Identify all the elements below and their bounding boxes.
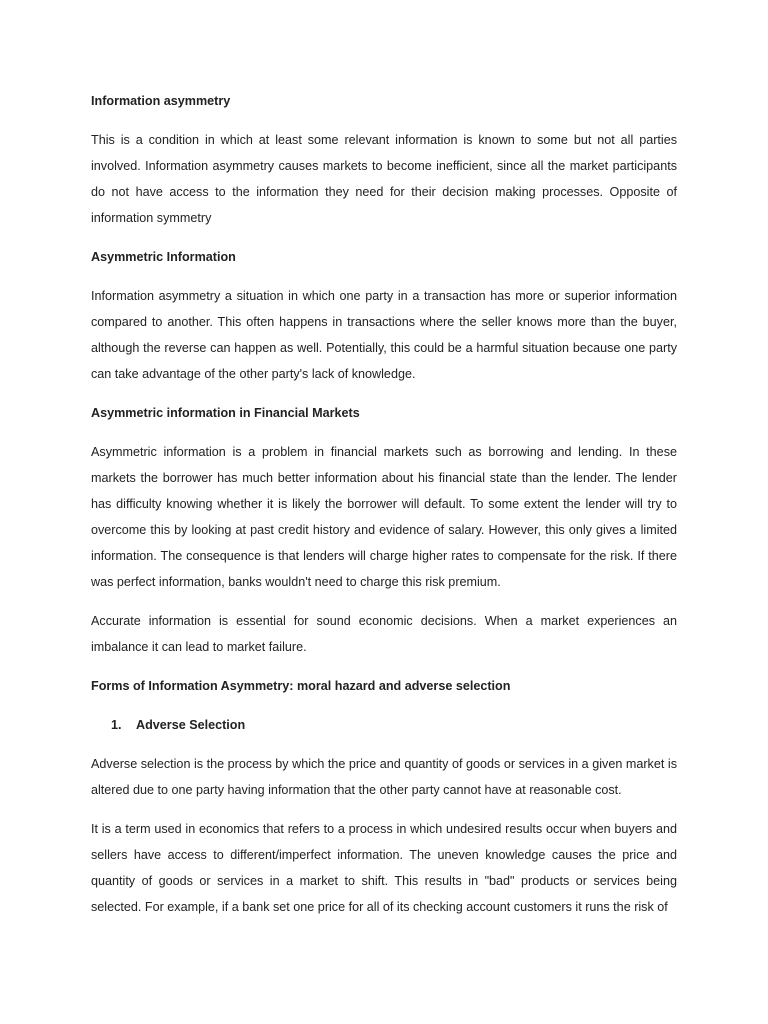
list-number: 1. (111, 718, 122, 732)
paragraph: It is a term used in economics that refers to a process in which undesired results occur when buyers and sellers have access to different/imperfect information. The uneven knowledge causes the price and quantity of goods or services in a market to shift. This results in "bad" products or services being selected. For example, if a bank set one price for all of its checking account customers it runs the risk of (91, 822, 677, 914)
heading-financial-markets: Asymmetric information in Financial Markets (91, 406, 360, 420)
paragraph: Accurate information is essential for sound economic decisions. When a market experiences an imbalance it can lead to market failure. (91, 614, 677, 654)
heading-forms-of-asymmetry: Forms of Information Asymmetry: moral hazard and adverse selection (91, 679, 511, 693)
paragraph: This is a condition in which at least some relevant information is known to some but not all parties involved. Information asymmetry causes markets to become inefficient, since all the market participants do not have access to the information they need for their decision making processes. Opposite of information symmetry (91, 133, 677, 225)
list-label: Adverse Selection (136, 718, 246, 732)
heading-asymmetric-information: Asymmetric Information (91, 250, 236, 264)
paragraph: Adverse selection is the process by which the price and quantity of goods or services in a given market is altered due to one party having information that the other party cannot have at reasonable cost. (91, 757, 677, 797)
heading-information-asymmetry: Information asymmetry (91, 94, 231, 108)
paragraph: Asymmetric information is a problem in financial markets such as borrowing and lending. In these markets the borrower has much better information about his financial state than the lender. The lender has difficulty knowing whether it is likely the borrower will default. To some extent the lender will try to overcome this by looking at past credit history and evidence of salary. However, this only gives a limited information. The consequence is that lenders will charge higher rates to compensate for the risk. If there was perfect information, banks wouldn't need to charge this risk premium. (91, 445, 677, 589)
paragraph: Information asymmetry a situation in which one party in a transaction has more or superior information compared to another. This often happens in transactions where the seller knows more than the buyer, although the reverse can happen as well. Potentially, this could be a harmful situation because one party can take advantage of the other party's lack of knowledge. (91, 289, 677, 381)
list-item-adverse-selection (91, 712, 677, 738)
